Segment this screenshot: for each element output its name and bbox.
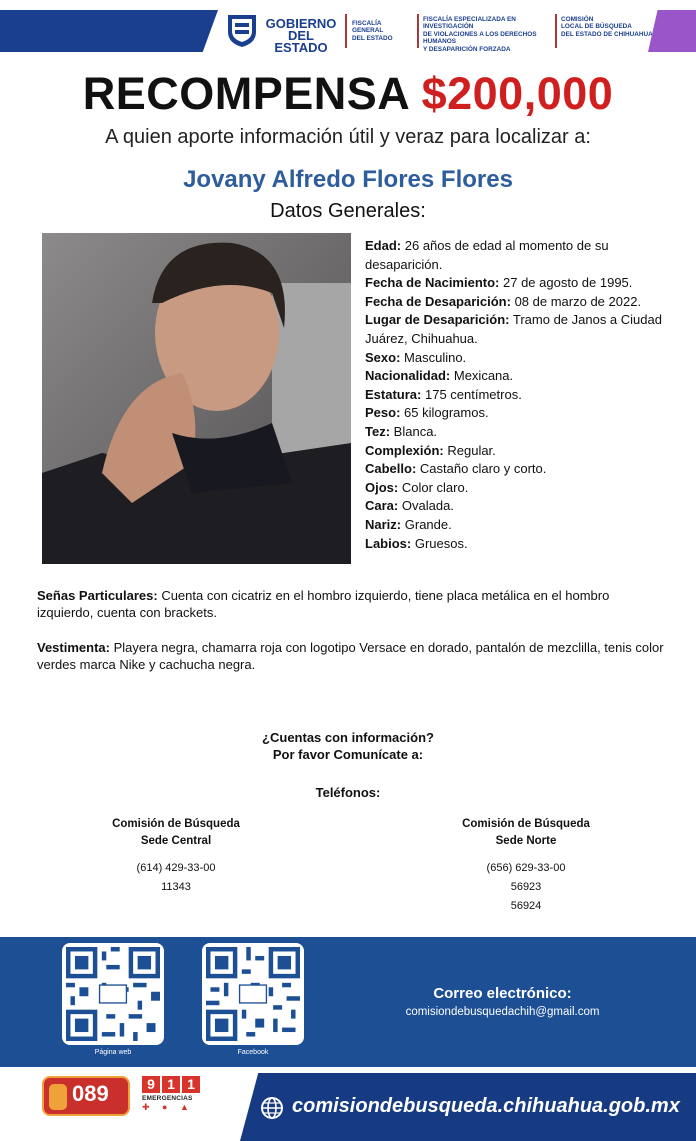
header-purple-bar <box>648 10 696 52</box>
header-separator <box>345 14 347 48</box>
comision-label <box>561 16 653 38</box>
gobierno-text: GOBIERNO <box>265 16 337 31</box>
especial-line-1: FISCALÍA ESPECIALIZADA EN INVESTIGACIÓN <box>423 16 516 31</box>
state-shield-icon <box>225 12 259 48</box>
detail-value: Ovalada. <box>401 498 454 514</box>
detail-value: Grande. <box>404 516 452 532</box>
detail-value: Blanca. <box>393 423 438 439</box>
detail-value: Regular. <box>447 442 496 458</box>
detail-label: Complexión: <box>365 442 444 458</box>
detail-nariz <box>365 516 665 535</box>
detail-peso <box>365 404 665 423</box>
globe-icon <box>260 1096 284 1120</box>
detail-estatura <box>365 386 665 405</box>
detail-label: Edad: <box>365 238 402 253</box>
email-title: Correo electrónico: <box>433 985 572 1002</box>
detail-tez <box>365 423 665 442</box>
detail-value: 27 de agosto de 1995. <box>503 275 633 291</box>
detail-label: Lugar de Desaparición: <box>365 312 510 328</box>
person-photo <box>42 233 351 564</box>
qr-web-label: Página web <box>94 1049 132 1056</box>
detail-labios <box>365 535 665 554</box>
qr-code-icon[interactable] <box>202 943 304 1045</box>
badge-911-digit: 9 <box>142 1076 160 1093</box>
detail-value: Color claro. <box>401 479 469 495</box>
qr-facebook[interactable] <box>202 943 304 1056</box>
badge-911-digit: 1 <box>182 1076 200 1093</box>
phones-title: Teléfonos: <box>315 785 381 800</box>
sede-norte-ext-2: 56924 <box>510 900 542 912</box>
header-separator <box>555 14 557 48</box>
detail-value: Gruesos. <box>414 535 468 551</box>
header-blue-bar <box>0 10 218 52</box>
sede-central-ext: 11343 <box>161 881 191 893</box>
sede-norte-ext-1: 56923 <box>510 881 542 893</box>
especial-line-3: Y DESAPARICIÓN FORZADA <box>423 45 511 53</box>
vestimenta <box>37 639 667 673</box>
detail-sexo <box>365 349 665 368</box>
detail-value: 65 kilogramos. <box>404 405 489 421</box>
detail-label: Cara: <box>365 498 399 514</box>
sede-central-name: Comisión de Búsqueda <box>112 818 240 830</box>
detail-value: 26 años de edad al momento de su desaparición. <box>365 238 609 272</box>
detail-label: Sexo: <box>365 349 401 365</box>
badge-911-digits <box>142 1076 204 1093</box>
senas-value: Cuenta con cicatriz en el hombro izquierdo, tiene placa metálica en el hombro izquierdo, cuenta con brackets. <box>37 588 610 620</box>
badge-089-number: 089 <box>72 1081 109 1106</box>
contact-sede-norte <box>416 816 636 914</box>
comision-line-1: COMISIÓN <box>561 16 594 23</box>
detail-nacimiento <box>365 274 665 293</box>
shield-icon <box>49 1084 67 1110</box>
sede-norte-phone[interactable]: (656) 629-33-00 <box>486 862 566 874</box>
badge-911 <box>142 1076 204 1116</box>
emergency-icons: ✚ ● ▲ <box>142 1102 194 1112</box>
details-list <box>365 237 665 553</box>
detail-label: Estatura: <box>365 386 422 402</box>
section-title: Datos Generales: <box>270 200 426 222</box>
email-address[interactable]: comisiondebusquedachih@gmail.com <box>405 1006 600 1018</box>
detail-complexion <box>365 442 665 461</box>
badge-911-digit: 1 <box>162 1076 180 1093</box>
badge-911-text: EMERGENCIAS <box>142 1095 193 1102</box>
detail-label: Ojos: <box>365 479 399 495</box>
detail-label: Nacionalidad: <box>365 368 451 384</box>
badge-089 <box>42 1076 130 1116</box>
qr-web[interactable] <box>62 943 164 1056</box>
senas-label: Señas Particulares: <box>37 588 158 603</box>
comision-line-2: LOCAL DE BÚSQUEDA <box>561 23 632 31</box>
detail-label: Peso: <box>365 405 401 421</box>
reward-title <box>0 70 696 118</box>
detail-nacionalidad <box>365 367 665 386</box>
detail-value: 175 centímetros. <box>424 386 522 402</box>
comision-line-3: DEL ESTADO DE CHIHUAHUA <box>561 30 653 38</box>
vestimenta-value: Playera negra, chamarra roja con logotipo Versace en dorado, pantalón de mezclilla, tenis color verdes marca Nike y cachucha negra. <box>37 640 664 672</box>
fiscalia-especializada-label <box>423 16 551 53</box>
detail-label: Tez: <box>365 423 391 439</box>
header <box>0 0 696 60</box>
detail-label: Cabello: <box>365 461 417 477</box>
reward-amount: $200,000 <box>421 68 614 119</box>
detail-label: Fecha de Desaparición: <box>365 293 511 309</box>
senas-particulares <box>37 587 667 621</box>
contact-question: ¿Cuentas con información? <box>262 730 434 745</box>
fiscalia-line-1: FISCALÍA GENERAL <box>352 20 384 35</box>
sede-norte-site: Sede Norte <box>495 835 557 847</box>
person-name: Jovany Alfredo Flores Flores <box>183 166 513 193</box>
sede-norte-name: Comisión de Búsqueda <box>462 818 590 830</box>
sede-central-site: Sede Central <box>140 835 212 847</box>
reward-word: RECOMPENSA <box>82 68 409 119</box>
detail-value: Tramo de Janos a Ciudad Juárez, Chihuahua. <box>365 312 662 346</box>
detail-label: Labios: <box>365 535 412 551</box>
detail-cabello <box>365 460 665 479</box>
detail-ojos <box>365 479 665 498</box>
sede-central-phone[interactable]: (614) 429-33-00 <box>136 862 216 874</box>
qr-pattern <box>206 947 300 1041</box>
contact-sede-central <box>66 816 286 895</box>
detail-lugar <box>365 311 665 348</box>
reward-subtitle: A quien aporte información útil y veraz para localizar a: <box>105 126 591 148</box>
qr-pattern <box>66 947 160 1041</box>
qr-facebook-label: Facebook <box>237 1049 269 1056</box>
detail-value: Masculino. <box>404 349 467 365</box>
gobierno-label <box>265 18 337 54</box>
detail-cara <box>365 497 665 516</box>
detail-value: 08 de marzo de 2022. <box>514 293 642 309</box>
qr-code-icon[interactable] <box>62 943 164 1045</box>
vestimenta-label: Vestimenta: <box>37 640 110 655</box>
detail-label: Nariz: <box>365 516 402 532</box>
header-separator <box>417 14 419 48</box>
footer-url[interactable]: comisiondebusqueda.chihuahua.gob.mx <box>292 1095 680 1117</box>
fiscalia-label <box>352 20 414 42</box>
contact-please: Por favor Comunícate a: <box>272 747 424 762</box>
detail-label: Fecha de Nacimiento: <box>365 275 500 291</box>
del-estado-text: DEL ESTADO <box>274 28 328 55</box>
detail-value: Mexicana. <box>453 368 514 384</box>
especial-line-2: DE VIOLACIONES A LOS DERECHOS HUMANOS <box>423 30 537 46</box>
detail-edad <box>365 237 665 274</box>
fiscalia-line-2: DEL ESTADO <box>352 34 393 42</box>
detail-value: Castaño claro y corto. <box>419 461 547 477</box>
detail-desaparicion <box>365 293 665 312</box>
person-photo-illustration <box>42 233 351 564</box>
